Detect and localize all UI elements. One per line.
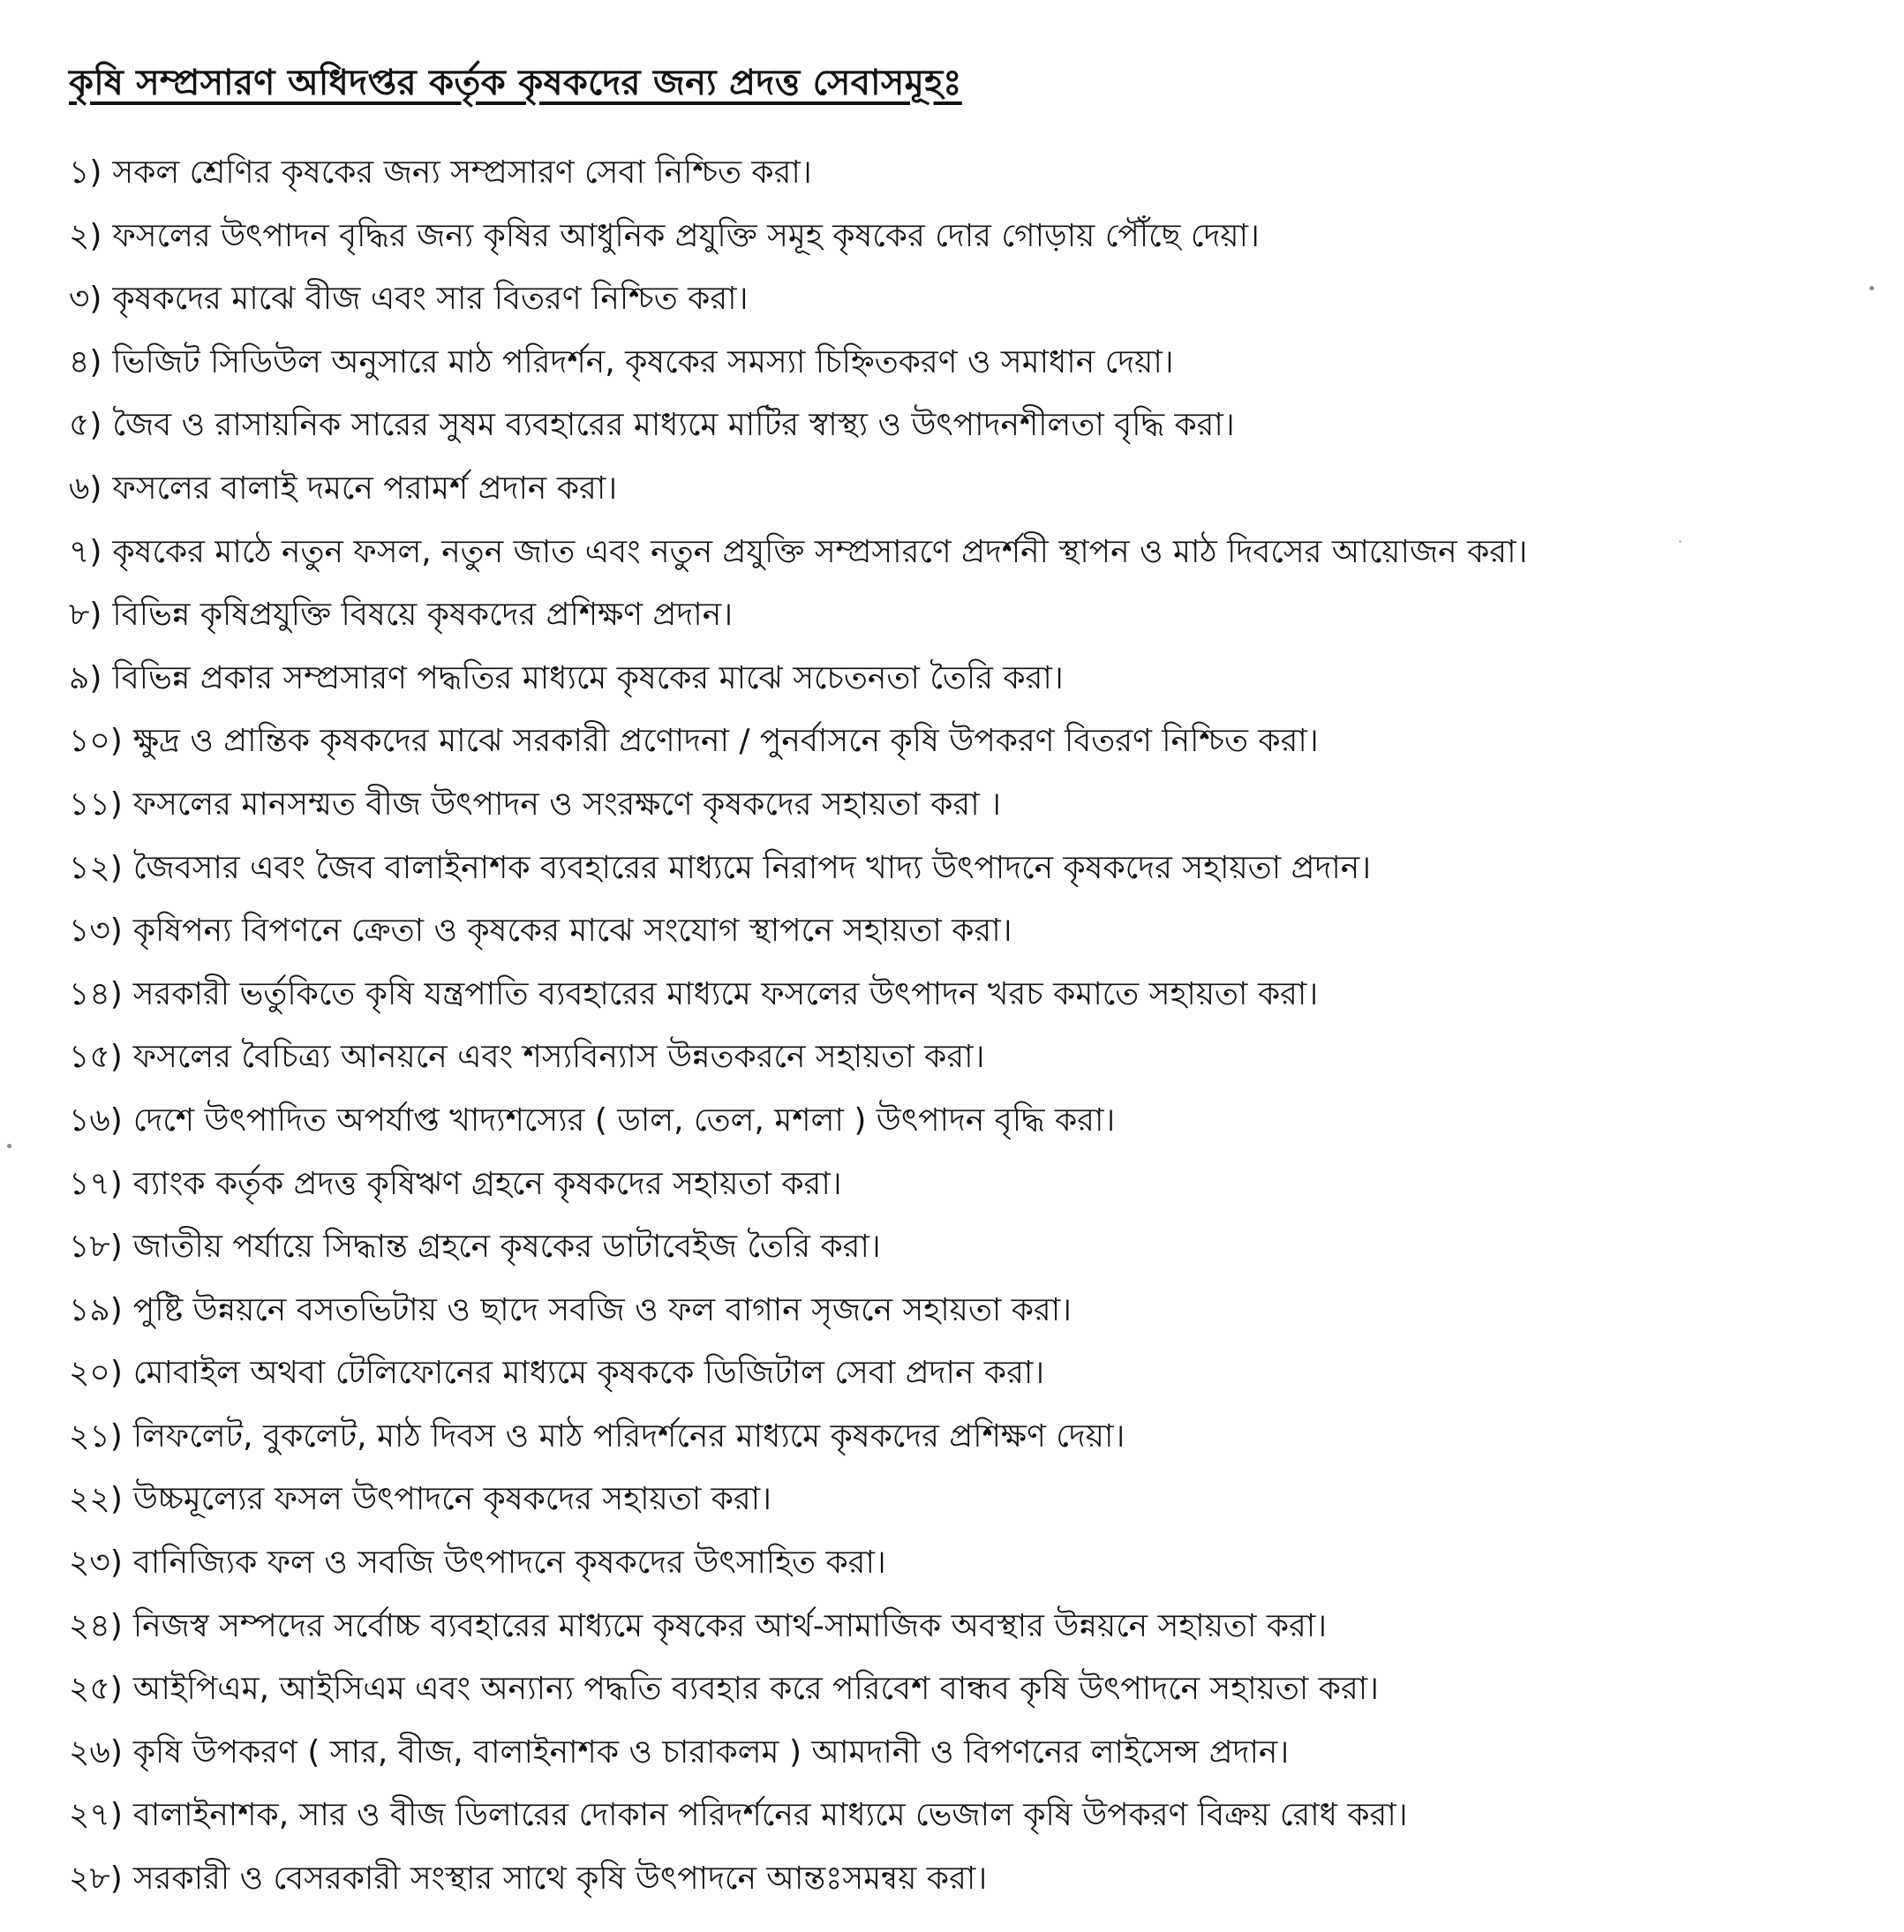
service-text: জৈবসার এবং জৈব বালাইনাশক ব্যবহারের মাধ্যমে নিরাপদ খাদ্য উৎপাদনে কৃষকদের সহায়তা প্রদান। [132,849,1372,886]
service-number: ১৮) [69,1229,123,1266]
service-text: জৈব ও রাসায়নিক সারের সুষম ব্যবহারের মাধ্যমে মাটির স্বাস্থ্য ও উৎপাদনশীলতা বৃদ্ধি করা। [112,407,1235,444]
service-item [69,394,1887,457]
service-item [69,1721,1887,1785]
service-number: ৬) [69,470,102,507]
service-item [69,1215,1887,1279]
service-list [69,141,1887,1911]
service-text: নিজস্ব সম্পদের সর্বোচ্চ ব্যবহারের মাধ্যমে কৃষকের আর্থ-সামাজিক অবস্থার উন্নয়নে সহায়তা করা। [132,1607,1328,1644]
service-number: ৫) [69,407,102,444]
service-number: ২৩) [69,1545,123,1582]
service-number: ১১) [69,786,123,823]
service-text: বানিজ্যিক ফল ও সবজি উৎপাদনে কৃষকদের উৎসাহিত করা। [132,1545,886,1582]
service-number: ১০) [69,723,123,760]
service-item [69,205,1887,268]
service-number: ২০) [69,1355,123,1392]
service-item [69,583,1887,647]
service-number: ১২) [69,849,123,886]
service-item [69,1342,1887,1405]
service-number: ১) [69,154,102,191]
service-item [69,1784,1887,1847]
service-item [69,331,1887,395]
service-text: ফসলের বৈচিত্র্য আনয়নে এবং শস্যবিন্যাস উন্নতকরনে সহায়তা করা। [132,1039,985,1076]
service-number: ১৯) [69,1291,123,1328]
service-text: পুষ্টি উন্নয়নে বসতভিটায় ও ছাদে সবজি ও ফল বাগান সৃজনে সহায়তা করা। [132,1291,1072,1328]
service-item [69,710,1887,773]
service-item [69,1847,1887,1911]
service-item [69,647,1887,710]
service-item [69,1405,1887,1469]
service-text: সরকারী ও বেসরকারী সংস্থার সাথে কৃষি উৎপাদনে আন্তঃসমন্বয় করা। [132,1861,988,1898]
service-item [69,1089,1887,1153]
service-number: ৪) [69,343,102,380]
scan-speck [7,1144,11,1148]
service-number: ১৬) [69,1101,123,1139]
service-item [69,1468,1887,1531]
service-text: বালাইনাশক, সার ও বীজ ডিলারের দোকান পরিদর্শনের মাধ্যমে ভেজাল কৃষি উপকরণ বিক্রয় রোধ করা। [132,1797,1408,1834]
service-number: ১৩) [69,913,123,950]
service-text: ভিজিট সিডিউল অনুসারে মাঠ পরিদর্শন, কৃষকের সমস্যা চিহ্নিতকরণ ও সমাধান দেয়া। [112,343,1174,380]
service-text: কৃষকের মাঠে নতুন ফসল, নতুন জাত এবং নতুন প্রযুক্তি সম্প্রসারণে প্রদর্শনী স্থাপন ও মাঠ দিবসের আয়োজন করা। [112,533,1528,570]
service-number: ৭) [69,533,102,570]
service-item [69,1279,1887,1342]
service-item [69,1026,1887,1089]
service-item [69,521,1887,584]
service-text: দেশে উৎপাদিত অপর্যাপ্ত খাদ্যশস্যের ( ডাল, তেল, মশলা ) উৎপাদন বৃদ্ধি করা। [132,1101,1116,1139]
service-text: বিভিন্ন কৃষিপ্রযুক্তি বিষয়ে কৃষকদের প্রশিক্ষণ প্রদান। [112,597,734,634]
service-item [69,899,1887,963]
service-item [69,773,1887,837]
service-text: কৃষিপন্য বিপণনে ক্রেতা ও কৃষকের মাঝে সংযোগ স্থাপনে সহায়তা করা। [132,913,1012,950]
service-item [69,837,1887,900]
service-text: ব্যাংক কর্তৃক প্রদত্ত কৃষিঋণ গ্রহনে কৃষকদের সহায়তা করা। [132,1165,842,1202]
service-text: কৃষি উপকরণ ( সার, বীজ, বালাইনাশক ও চারাকলম ) আমদানী ও বিপণনের লাইসেন্স প্রদান। [132,1733,1290,1770]
service-number: ৩) [69,281,102,318]
service-number: ১৫) [69,1039,123,1076]
service-text: ফসলের বালাই দমনে পরামর্শ প্রদান করা। [112,470,618,507]
service-item [69,1531,1887,1595]
service-number: ২২) [69,1481,123,1518]
service-number: ১৭) [69,1165,123,1202]
service-number: ২৮) [69,1861,123,1898]
service-text: ফসলের মানসম্মত বীজ উৎপাদন ও সংরক্ষণে কৃষকদের সহায়তা করা । [132,786,1001,823]
service-text: কৃষকদের মাঝে বীজ এবং সার বিতরণ নিশ্চিত করা। [112,281,749,318]
service-number: ৮) [69,597,102,634]
service-item [69,267,1887,331]
service-number: ২) [69,217,102,254]
service-text: সরকারী ভর্তুকিতে কৃষি যন্ত্রপাতি ব্যবহারের মাধ্যমে ফসলের উৎপাদন খরচ কমাতে সহায়তা করা। [132,975,1319,1012]
service-text: আইপিএম, আইসিএম এবং অন্যান্য পদ্ধতি ব্যবহার করে পরিবেশ বান্ধব কৃষি উৎপাদনে সহায়তা করা। [132,1671,1380,1708]
service-text: উচ্চমূল্যের ফসল উৎপাদনে কৃষকদের সহায়তা করা। [132,1481,771,1518]
service-item [69,1153,1887,1216]
service-text: জাতীয় পর্যায়ে সিদ্ধান্ত গ্রহনে কৃষকের ডাটাবেইজ তৈরি করা। [132,1229,881,1266]
service-item [69,1595,1887,1658]
service-item [69,1658,1887,1721]
service-text: মোবাইল অথবা টেলিফোনের মাধ্যমে কৃষককে ডিজিটাল সেবা প্রদান করা। [132,1355,1045,1392]
service-number: ২৪) [69,1607,123,1644]
scan-speck [1679,540,1682,543]
service-text: ক্ষুদ্র ও প্রান্তিক কৃষকদের মাঝে সরকারী প্রণোদনা / পুনর্বাসনে কৃষি উপকরণ বিতরণ নিশ্চিত করা। [132,723,1319,760]
service-text: সকল শ্রেণির কৃষকের জন্য সম্প্রসারণ সেবা নিশ্চিত করা। [112,154,812,191]
service-number: ১৪) [69,975,123,1012]
service-text: বিভিন্ন প্রকার সম্প্রসারণ পদ্ধতির মাধ্যমে কৃষকের মাঝে সচেতনতা তৈরি করা। [112,659,1064,696]
service-number: ২১) [69,1417,123,1455]
scan-speck [1870,286,1874,290]
service-text: লিফলেট, বুকলেট, মাঠ দিবস ও মাঠ পরিদর্শনের মাধ্যমে কৃষকদের প্রশিক্ষণ দেয়া। [132,1417,1125,1455]
service-item [69,141,1887,205]
service-item [69,963,1887,1026]
service-number: ৯) [69,659,102,696]
service-item [69,457,1887,521]
service-number: ২৫) [69,1671,123,1708]
service-number: ২৭) [69,1797,123,1834]
service-number: ২৬) [69,1733,123,1770]
document-title: কৃষি সম্প্রসারণ অধিদপ্তর কর্তৃক কৃষকদের জন্য প্রদত্ত সেবাসমূহঃ [69,63,962,103]
service-text: ফসলের উৎপাদন বৃদ্ধির জন্য কৃষির আধুনিক প্রযুক্তি সমূহ কৃষকের দোর গোড়ায় পৌঁছে দেয়া। [112,217,1260,254]
